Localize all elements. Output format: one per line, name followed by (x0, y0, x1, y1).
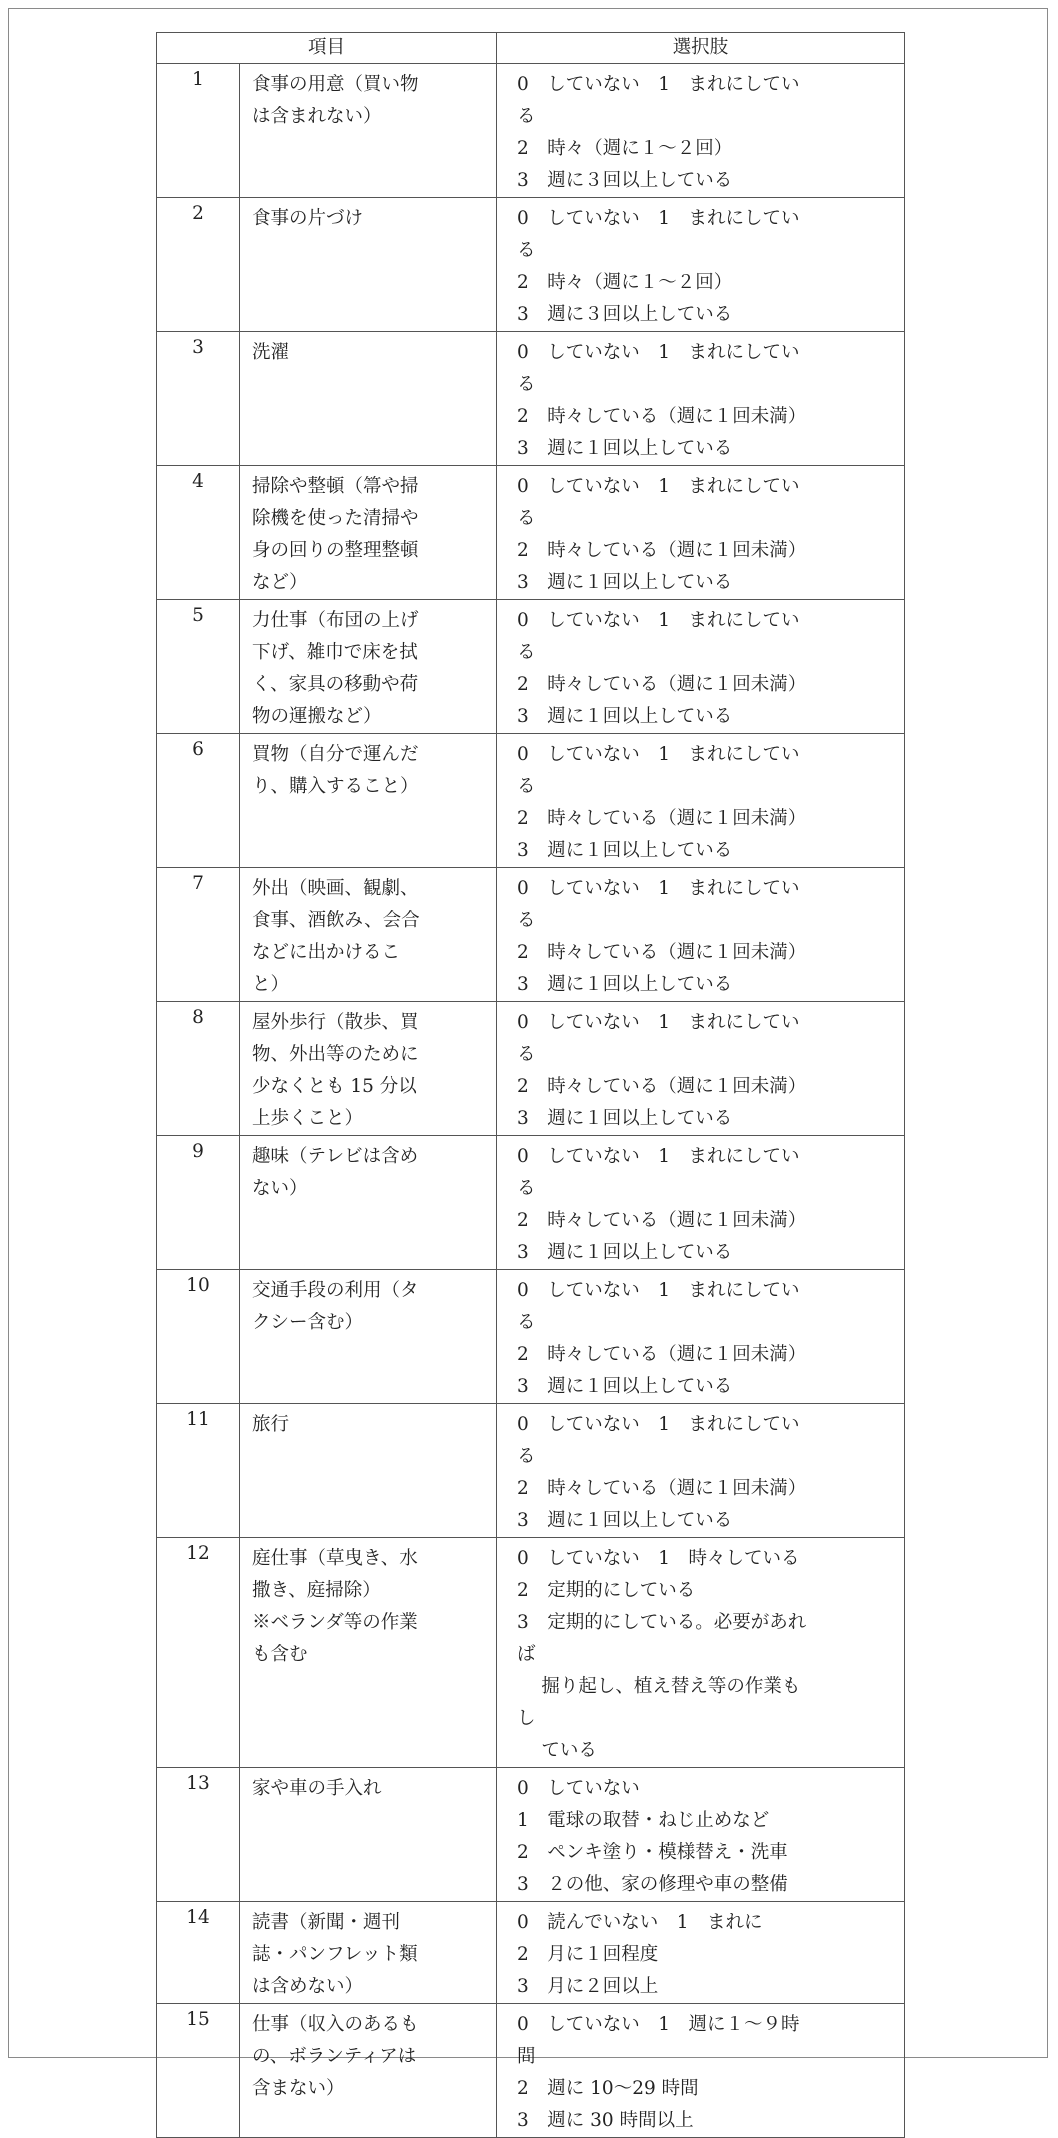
option-line: 3 月に２回以上 (517, 1976, 659, 1997)
row-number: 9 (157, 1136, 240, 1270)
item-cell (240, 1768, 497, 1902)
item-cell (240, 1270, 497, 1404)
item-text: 交通手段の利用（タ (252, 1280, 419, 1301)
item-text: など） (252, 572, 308, 593)
table-row (157, 1404, 905, 1538)
item-cell (240, 1404, 497, 1538)
row-number: 1 (157, 64, 240, 198)
table-row (157, 1768, 905, 1902)
option-line: 2 時々している（週に１回未満） (517, 540, 807, 561)
option-line: 3 週に１回以上している (517, 1510, 733, 1531)
option-line: る (517, 240, 536, 261)
option-line: ば (517, 1644, 536, 1665)
option-line: 2 定期的にしている (517, 1580, 696, 1601)
row-number: 15 (157, 2004, 240, 2138)
row-number: 7 (157, 868, 240, 1002)
item-text: ※ベランダ等の作業 (252, 1612, 418, 1633)
item-text: 食事の片づけ (252, 208, 364, 229)
options-cell (497, 1902, 905, 2004)
item-text: 庭仕事（草曳き、水 (252, 1548, 418, 1569)
option-line: 0 していない (517, 1778, 640, 1799)
option-line: る (517, 776, 536, 797)
item-text: 仕事（収入のあるも (252, 2014, 419, 2035)
options-cell (497, 868, 905, 1002)
option-line: 3 定期的にしている。必要があれ (517, 1612, 807, 1633)
item-cell (240, 1002, 497, 1136)
option-line: 0 していない 1 まれにしてい (517, 1280, 800, 1301)
item-text: 掃除や整頓（箒や掃 (252, 476, 419, 497)
table-row (157, 1002, 905, 1136)
options-cell (497, 2004, 905, 2138)
item-text: 撒き、庭掃除） (252, 1580, 381, 1601)
option-line: 0 読んでいない 1 まれに (517, 1912, 763, 1933)
option-line: 2 時々している（週に１回未満） (517, 1076, 807, 1097)
table-row (157, 1270, 905, 1404)
item-cell (240, 466, 497, 600)
table-row (157, 1136, 905, 1270)
option-line: 0 していない 1 まれにしてい (517, 1012, 800, 1033)
options-cell (497, 734, 905, 868)
option-line: る (517, 1178, 536, 1199)
item-text: ない） (252, 1178, 308, 1199)
option-line: 2 時々（週に１～２回） (517, 272, 733, 293)
option-line: 0 していない 1 週に１～９時 (517, 2014, 800, 2035)
option-line: 3 週に１回以上している (517, 1376, 733, 1397)
row-number: 12 (157, 1538, 240, 1768)
row-number: 10 (157, 1270, 240, 1404)
options-cell (497, 1136, 905, 1270)
option-line: 2 時々している（週に１回未満） (517, 406, 807, 427)
option-line: 1 電球の取替・ねじ止めなど (517, 1810, 770, 1831)
option-line: 0 していない 1 まれにしてい (517, 342, 800, 363)
header-options: 選択肢 (497, 33, 905, 64)
item-text: 物、外出等のために (252, 1044, 419, 1065)
item-text: 誌・パンフレット類 (252, 1944, 418, 1965)
item-text: 除機を使った清掃や (252, 508, 419, 529)
row-number: 6 (157, 734, 240, 868)
option-line: ている (517, 1740, 597, 1761)
header-item: 項目 (157, 33, 497, 64)
option-line: 2 時々している（週に１回未満） (517, 1344, 807, 1365)
option-line: 2 時々している（週に１回未満） (517, 1478, 807, 1499)
table-row (157, 64, 905, 198)
options-cell (497, 1002, 905, 1136)
row-number: 11 (157, 1404, 240, 1538)
row-number: 3 (157, 332, 240, 466)
table-row (157, 1902, 905, 2004)
item-cell (240, 600, 497, 734)
table-row (157, 1538, 905, 1768)
item-text: クシー含む） (252, 1312, 364, 1333)
options-cell (497, 1404, 905, 1538)
item-cell (240, 1136, 497, 1270)
row-number: 4 (157, 466, 240, 600)
options-cell (497, 1768, 905, 1902)
option-line: 3 週に１回以上している (517, 974, 733, 995)
item-text: 力仕事（布団の上げ (252, 610, 419, 631)
item-cell (240, 1902, 497, 2004)
option-line: 0 していない 1 まれにしてい (517, 74, 800, 95)
item-text: 下げ、雑巾で床を拭 (252, 642, 418, 663)
table-row (157, 466, 905, 600)
item-text: 物の運搬など） (252, 706, 382, 727)
item-text: は含めない） (252, 1976, 364, 1997)
table-row (157, 600, 905, 734)
row-number: 14 (157, 1902, 240, 2004)
item-text: 屋外歩行（散歩、買 (252, 1012, 419, 1033)
option-line: 0 していない 1 まれにしてい (517, 476, 800, 497)
option-line: 0 していない 1 まれにしてい (517, 208, 800, 229)
item-text: 食事の用意（買い物 (252, 74, 419, 95)
option-line: 2 ペンキ塗り・模様替え・洗車 (517, 1842, 788, 1863)
option-line: 3 週に３回以上している (517, 304, 733, 325)
item-cell (240, 64, 497, 198)
option-line: 2 時々している（週に１回未満） (517, 942, 807, 963)
table-row (157, 868, 905, 1002)
item-cell (240, 2004, 497, 2138)
option-line: 0 していない 1 まれにしてい (517, 1414, 800, 1435)
option-line: 3 週に１回以上している (517, 840, 733, 861)
option-line: 2 時々している（週に１回未満） (517, 808, 807, 829)
option-line: る (517, 910, 536, 931)
option-line: 3 ２の他、家の修理や車の整備 (517, 1874, 788, 1895)
item-text: 上歩くこと） (252, 1108, 364, 1129)
option-line: 0 していない 1 時々している (517, 1548, 800, 1569)
item-text: く、家具の移動や荷 (252, 674, 419, 695)
option-line: 0 していない 1 まれにしてい (517, 1146, 800, 1167)
options-cell (497, 600, 905, 734)
option-line: る (517, 106, 536, 127)
options-cell (497, 198, 905, 332)
option-line: 2 月に１回程度 (517, 1944, 659, 1965)
option-line: る (517, 1044, 536, 1065)
item-cell (240, 734, 497, 868)
options-cell (497, 64, 905, 198)
item-text: 食事、酒飲み、会合 (252, 910, 420, 931)
item-text: 買物（自分で運んだ (252, 744, 419, 765)
option-line: 2 週に 10～29 時間 (517, 2078, 699, 2099)
item-text: り、購入すること） (252, 776, 419, 797)
option-line: し (517, 1708, 536, 1729)
option-line: 3 週に１回以上している (517, 438, 733, 459)
option-line: 3 週に 30 時間以上 (517, 2110, 694, 2131)
item-text: 洗濯 (252, 342, 290, 363)
option-line: る (517, 508, 536, 529)
option-line: 0 していない 1 まれにしてい (517, 744, 800, 765)
option-line: 0 していない 1 まれにしてい (517, 610, 800, 631)
option-line: 3 週に１回以上している (517, 572, 733, 593)
table-row (157, 734, 905, 868)
item-text: の、ボランティアは (252, 2046, 417, 2067)
options-cell (497, 332, 905, 466)
option-line: る (517, 1446, 536, 1467)
option-line: 3 週に１回以上している (517, 1108, 733, 1129)
options-cell (497, 1538, 905, 1768)
option-line: 3 週に１回以上している (517, 706, 733, 727)
table-row (157, 198, 905, 332)
item-text: と） (252, 974, 290, 995)
item-text: 旅行 (252, 1414, 290, 1435)
option-line: 2 時々している（週に１回未満） (517, 674, 807, 695)
item-text: 趣味（テレビは含め (252, 1146, 419, 1167)
row-number: 8 (157, 1002, 240, 1136)
options-cell (497, 1270, 905, 1404)
option-line: 3 週に１回以上している (517, 1242, 733, 1263)
item-text: も含む (252, 1644, 308, 1665)
option-line: 間 (517, 2046, 536, 2067)
item-text: 含まない） (252, 2078, 345, 2099)
item-text: 身の回りの整理整頓 (252, 540, 419, 561)
row-number: 13 (157, 1768, 240, 1902)
row-number: 2 (157, 198, 240, 332)
item-cell (240, 868, 497, 1002)
item-text: などに出かけるこ (252, 942, 401, 963)
item-cell (240, 198, 497, 332)
option-line: る (517, 374, 536, 395)
options-cell (497, 466, 905, 600)
item-cell (240, 1538, 497, 1768)
item-cell (240, 332, 497, 466)
option-line: 2 時々している（週に１回未満） (517, 1210, 807, 1231)
option-line: 3 週に３回以上している (517, 170, 733, 191)
activity-table (156, 32, 905, 2138)
item-text: 外出（映画、観劇、 (252, 878, 419, 899)
item-text: 少なくとも 15 分以 (252, 1076, 417, 1097)
option-line: 掘り起し、植え替え等の作業も (517, 1676, 801, 1697)
option-line: る (517, 642, 536, 663)
item-text: は含まれない） (252, 106, 382, 127)
table-row (157, 332, 905, 466)
item-text: 家や車の手入れ (252, 1778, 382, 1799)
item-text: 読書（新聞・週刊 (252, 1912, 401, 1933)
option-line: る (517, 1312, 536, 1333)
table-row (157, 2004, 905, 2138)
option-line: 2 時々（週に１～２回） (517, 138, 733, 159)
row-number: 5 (157, 600, 240, 734)
header-row (157, 33, 905, 64)
option-line: 0 していない 1 まれにしてい (517, 878, 800, 899)
